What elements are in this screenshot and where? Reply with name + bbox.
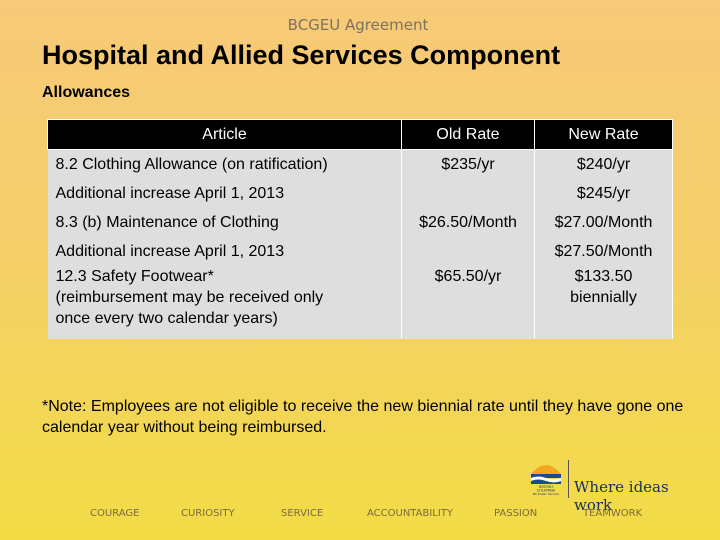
column-header-article: Article (48, 120, 402, 150)
footer-value: CURIOSITY (181, 508, 235, 519)
table-row (48, 237, 673, 266)
new-rate-line: biennially (570, 289, 637, 306)
old-rate-cell: $26.50/Month (402, 208, 535, 237)
new-rate-cell (535, 266, 673, 339)
footer-value: SERVICE (281, 508, 324, 519)
article-cell: Additional increase April 1, 2013 (48, 237, 402, 266)
logo-divider (568, 460, 569, 498)
allowances-table (47, 119, 673, 339)
bc-crest-icon (528, 456, 564, 496)
new-rate-cell: $240/yr (535, 150, 673, 180)
crest-line: BC Public Service (533, 492, 559, 496)
footer-value: COURAGE (90, 508, 140, 519)
article-cell: 8.3 (b) Maintenance of Clothing (48, 208, 402, 237)
new-rate-cell: $245/yr (535, 179, 673, 208)
footer-value: TEAMWORK (583, 508, 643, 519)
old-rate-cell (402, 179, 535, 208)
article-line: 12.3 Safety Footwear* (55, 268, 214, 285)
logo-tagline: Where ideas work (574, 478, 669, 514)
table-header-row (48, 120, 673, 150)
new-rate-cell: $27.50/Month (535, 237, 673, 266)
footer-values (0, 508, 720, 522)
old-rate-cell: $65.50/yr (402, 266, 535, 339)
new-rate-line: $133.50 (574, 268, 633, 285)
article-cell: Additional increase April 1, 2013 (48, 179, 402, 208)
footnote: *Note: Employees are not eligible to receive the new biennial rate until they have gone one calendar year without being reimbursed. (42, 398, 684, 436)
old-rate-cell (402, 237, 535, 266)
top-label: BCGEU Agreement (287, 16, 429, 34)
footer-value: PASSION (494, 508, 538, 519)
article-line: (reimbursement may be received only (55, 289, 324, 306)
table-row (48, 266, 673, 339)
article-cell (48, 266, 402, 339)
column-header-old-rate: Old Rate (402, 120, 535, 150)
section-subtitle: Allowances (42, 84, 131, 101)
article-line: once every two calendar years) (55, 310, 278, 327)
footer-value: ACCOUNTABILITY (367, 508, 454, 519)
crest-line: COLUMBIA (536, 488, 556, 493)
crest-line: BRITISH (539, 485, 553, 489)
table-row (48, 208, 673, 237)
article-cell: 8.2 Clothing Allowance (on ratification) (48, 150, 402, 180)
old-rate-cell: $235/yr (402, 150, 535, 180)
page-title: Hospital and Allied Services Component (42, 40, 561, 70)
table-row (48, 179, 673, 208)
column-header-new-rate: New Rate (535, 120, 673, 150)
new-rate-cell: $27.00/Month (535, 208, 673, 237)
table-row (48, 150, 673, 180)
